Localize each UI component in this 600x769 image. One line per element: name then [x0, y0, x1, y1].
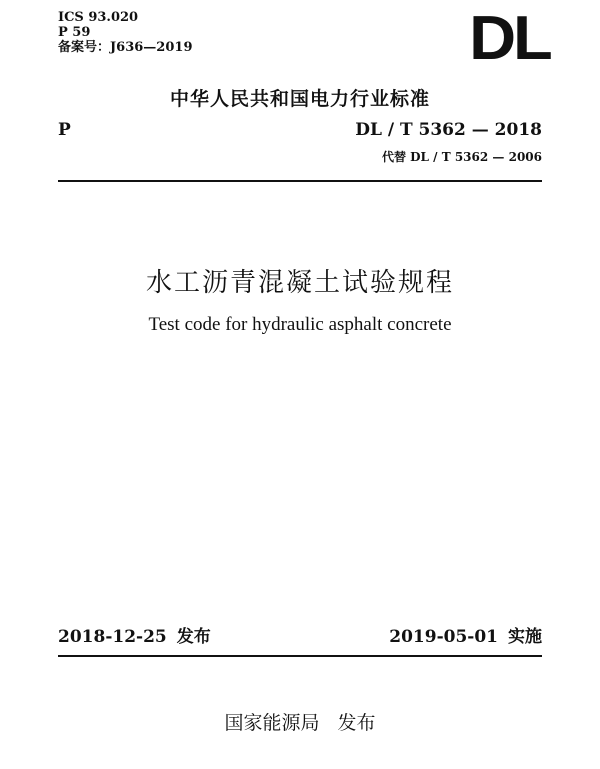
implement-date-label: 实施 [508, 627, 542, 647]
issue-date-value: 2018-12-25 [58, 627, 167, 647]
ics-code: ICS 93.020 [58, 10, 139, 25]
top-divider [58, 180, 542, 182]
classification-letter: P [58, 120, 71, 140]
record-number-label: 备案号： [58, 40, 111, 55]
bottom-divider [58, 655, 542, 657]
standard-number: DL / T 5362 — 2018 [355, 120, 542, 140]
title-chinese: 水工沥青混凝土试验规程 [145, 268, 454, 298]
industry-standard-heading: 中华人民共和国电力行业标准 [169, 88, 430, 110]
publisher-label: 发布 [337, 712, 376, 734]
dl-logo: DL [469, 4, 550, 73]
publisher-name: 国家能源局 [224, 712, 320, 734]
publisher [0, 708, 600, 735]
issue-date [58, 622, 211, 647]
ccs-code: P 59 [58, 25, 91, 40]
title-english: Test code for hydraulic asphalt concrete [148, 314, 452, 335]
replaces-standard: 代替 DL / T 5362 — 2006 [381, 150, 542, 164]
record-number [58, 40, 192, 55]
record-number-value: J636—2019 [110, 40, 193, 55]
implement-date [389, 622, 542, 647]
implement-date-value: 2019-05-01 [389, 627, 498, 647]
issue-date-label: 发布 [176, 627, 211, 647]
